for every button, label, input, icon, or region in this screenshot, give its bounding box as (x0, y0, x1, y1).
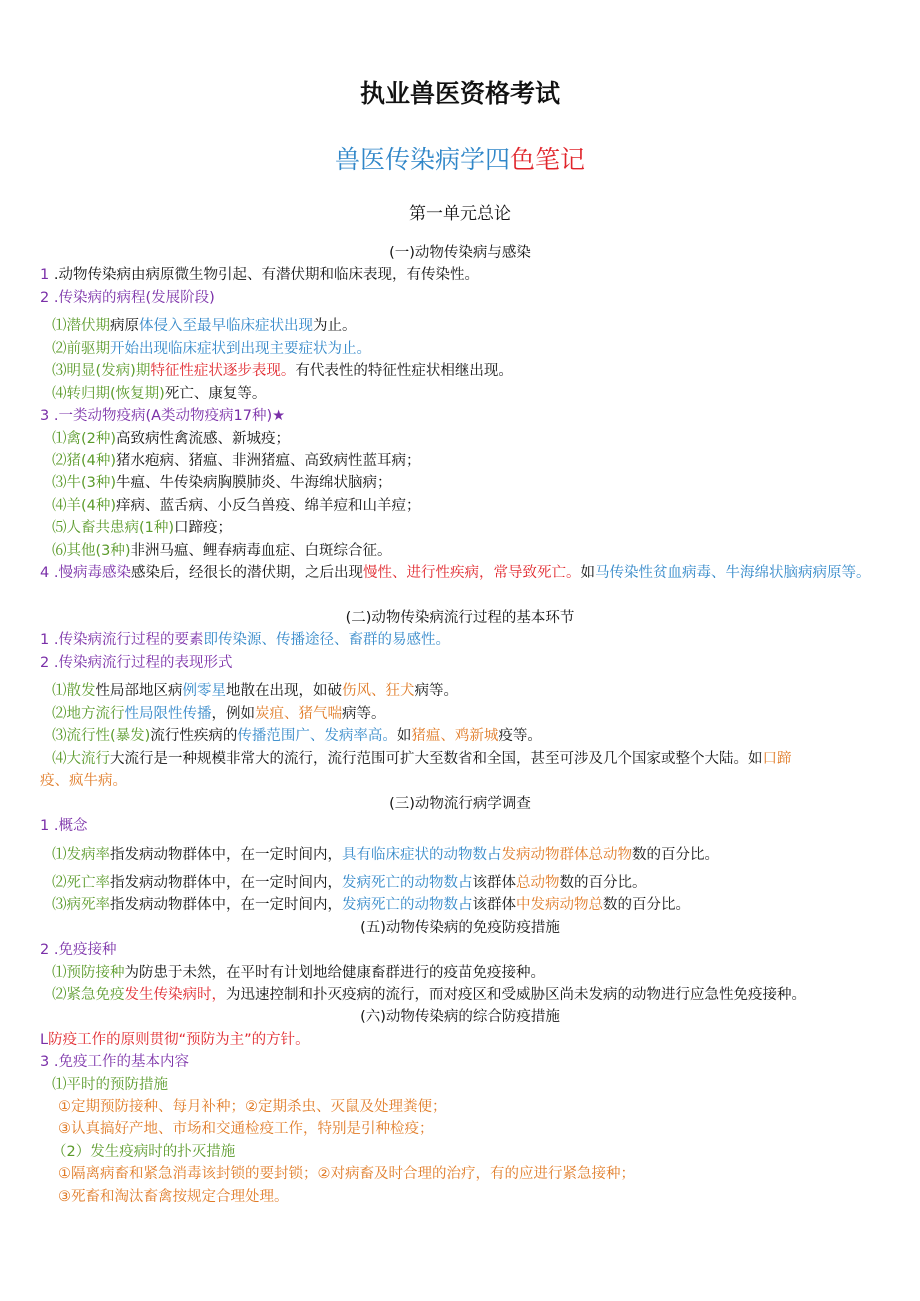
text-segment: ①隔离病畜和紧急消毒该封锁的要封锁；②对病畜及时合理的治疗，有的应进行紧急接种； (58, 1166, 635, 1182)
text-line (52, 518, 880, 538)
text-line (52, 361, 880, 381)
text-line (52, 451, 880, 471)
text-segment: 传播范围广、发病率高。 (237, 728, 397, 744)
text-segment: ⑴发病率 (52, 847, 110, 863)
text-segment: 即传染源、传播途径、畜群的易感性。 (203, 632, 450, 648)
text-segment: 发病死亡的动物数占 (342, 897, 473, 913)
text-segment: 口蹄疫； (174, 520, 233, 536)
text-segment: ③ (58, 1189, 71, 1205)
text-line (52, 384, 880, 404)
text-line (0, 608, 920, 628)
text-segment: ⑵地方流行 (52, 706, 125, 722)
text-segment: ⑵死亡率 (52, 875, 110, 891)
text-line (40, 940, 880, 960)
text-segment: 如 (580, 565, 595, 581)
text-line (52, 1142, 880, 1162)
text-segment: 口蹄 (762, 751, 792, 767)
text-line (52, 681, 880, 701)
text-segment: ⑷大流行 (52, 751, 110, 767)
text-segment: 3 .一类动物疫病(A类动物疫病17种)★ (40, 408, 286, 424)
text-segment: (六)动物传染病的综合防疫措施 (360, 1009, 560, 1025)
text-segment: 性局部地区病 (95, 683, 183, 699)
text-segment: 2 .免疫接种 (40, 942, 117, 958)
text-segment: 色笔记 (510, 145, 586, 174)
text-line (52, 726, 880, 746)
text-segment: 死亡、康复等。 (164, 386, 267, 402)
text-line (58, 1187, 880, 1207)
text-segment: ⑴预防接种 (52, 965, 125, 981)
text-line (40, 406, 880, 426)
text-line (52, 541, 880, 561)
text-segment: ⑷转归期(恢复期) (52, 386, 165, 402)
text-segment: 大流行是一种规模非常大的流行，流行范围可扩大至数省和全国，甚至可涉及几个国家或整个大陆。如 (110, 751, 763, 767)
text-segment: 中发病动物总 (516, 897, 603, 913)
text-line (0, 1007, 920, 1027)
text-segment: (一)动物传染病与感染 (389, 245, 531, 261)
text-line (52, 473, 880, 493)
text-segment: 慢性、进行性疾病，常导致死亡。 (362, 565, 581, 581)
text-segment: 执业兽医资格考试 (359, 79, 560, 108)
text-segment: ⑶牛(3种) (52, 475, 117, 491)
text-segment: 数的百分比。 (603, 897, 690, 913)
text-line (52, 985, 880, 1005)
text-line (52, 845, 880, 865)
text-segment: 开始出现临床症状到出现主要症状为止。 (110, 341, 371, 357)
text-segment: ①定期预防接种、每月补种；②定期杀虫、灭鼠及处理粪便； (58, 1099, 447, 1115)
text-segment: 病等。 (414, 683, 458, 699)
text-line (0, 145, 920, 174)
text-segment: 防疫工作的原则贯彻“预防为主”的方针。 (48, 1032, 310, 1048)
text-line (40, 1052, 880, 1072)
text-segment: ⑴禽(2种) (52, 431, 117, 447)
text-segment: ⑷羊(4种) (52, 498, 117, 514)
text-line (40, 563, 880, 583)
text-segment: 疫等。 (498, 728, 542, 744)
text-segment: ，例如 (211, 706, 255, 722)
text-segment: 非洲马瘟、鲤春病毒血症、白斑综合征。 (130, 543, 392, 559)
text-segment: 发病动物群体总动物 (501, 847, 632, 863)
text-segment: ⑴潜伏期 (52, 318, 110, 334)
text-segment: 猪水疱病、猪瘟、非洲猪瘟、高致病性蓝耳病； (116, 453, 421, 469)
text-segment: 如 (396, 728, 412, 744)
text-line (40, 265, 880, 285)
text-segment: 兽医传染病学四 (334, 145, 510, 174)
text-segment: 发病死亡的动物数占 (342, 875, 473, 891)
text-segment: (三)动物流行病学调查 (389, 796, 531, 812)
text-line (40, 288, 880, 308)
text-line (52, 316, 880, 336)
text-line (0, 204, 920, 224)
text-segment: ⑸人畜共患病(1种) (52, 520, 175, 536)
text-segment: 为防患于未然，在平时有计划地给健康畜群进行的疫苗免疫接种。 (124, 965, 545, 981)
text-segment: 该群体 (472, 897, 516, 913)
text-segment: 性局限性传播 (124, 706, 212, 722)
text-segment: 数的百分比。 (559, 875, 647, 891)
text-segment: ③认真搞好产地、市场和交通检疫工作，特别是引种检疫； (58, 1121, 434, 1137)
text-line (52, 749, 880, 769)
text-segment: ⑵前驱期 (52, 341, 110, 357)
text-segment: ⑵紧急免疫 (52, 987, 125, 1003)
text-segment: 2 .传染病流行过程的表现形式 (40, 655, 233, 671)
text-segment: 有代表性的特征性症状相继出现。 (295, 363, 513, 379)
text-line (58, 1119, 880, 1139)
text-segment: 马传染性贫血病毒、牛海绵状脑病病原等。 (594, 565, 871, 581)
text-segment: L (40, 1032, 49, 1048)
text-segment: 病等。 (342, 706, 386, 722)
text-segment: 牛瘟、牛传染病胸膜肺炎、牛海绵状脑病； (116, 475, 392, 491)
text-segment: 例零星 (182, 683, 226, 699)
text-segment: 为止。 (313, 318, 357, 334)
text-segment: 特征性症状逐步表现。 (150, 363, 296, 379)
text-segment: 猪瘟、鸡新城 (411, 728, 499, 744)
text-segment: 伤风、狂犬 (342, 683, 415, 699)
text-line (52, 339, 880, 359)
text-segment: 指发病动物群体中，在一定时间内， (110, 875, 342, 891)
text-line (52, 1075, 880, 1095)
text-segment: 死畜和淘汰畜禽按规定合理处理。 (71, 1189, 289, 1205)
text-segment: 疫、疯牛病。 (40, 773, 127, 789)
text-segment: 3 .免疫工作的基本内容 (40, 1054, 189, 1070)
text-segment: 地散在出现，如破 (226, 683, 342, 699)
text-segment: ⑴散发 (52, 683, 96, 699)
text-segment: 体侵入至最早临床症状出现 (139, 318, 313, 334)
text-segment: 第一单元总论 (409, 204, 511, 224)
text-segment: 炭疽、猪气喘 (255, 706, 342, 722)
text-segment: 为迅速控制和扑灭疫病的流行，而对疫区和受威胁区尚未发病的动物进行应急性免疫接种。 (226, 987, 806, 1003)
text-segment: ⑶明显(发病)期 (52, 363, 151, 379)
text-line (0, 243, 920, 263)
text-segment: （2）发生疫病时的扑灭措施 (52, 1144, 236, 1160)
text-segment: ⑹其他(3种) (52, 543, 131, 559)
text-segment: 高致病性禽流感、新城疫； (116, 431, 291, 447)
text-segment: ⑴平时的预防措施 (52, 1077, 168, 1093)
text-segment: ⑶病死率 (52, 897, 110, 913)
text-segment: .动物传染病由病原微生物引起、有潜伏期和临床表现，有传染性。 (53, 267, 479, 283)
text-segment: 感染后，经很长的潜伏期，之后出现 (130, 565, 363, 581)
text-line (52, 704, 880, 724)
text-segment: 总动物 (516, 875, 560, 891)
text-segment: (五)动物传染病的免疫防疫措施 (360, 920, 560, 936)
text-line (40, 816, 880, 836)
text-line (0, 918, 920, 938)
text-segment: ⑶流行性(暴发) (52, 728, 151, 744)
text-line (0, 79, 920, 108)
text-line (58, 1097, 880, 1117)
text-segment: (二)动物传染病流行过程的基本环节 (345, 610, 575, 626)
text-segment: 指发病动物群体中，在一定时间内， (110, 847, 342, 863)
text-line (52, 963, 880, 983)
text-segment: 数的百分比。 (632, 847, 719, 863)
text-line (52, 429, 880, 449)
text-segment: 1 .概念 (40, 818, 88, 834)
text-segment: 该群体 (472, 875, 516, 891)
text-line (58, 1164, 880, 1184)
text-segment: 病原 (110, 318, 139, 334)
text-segment: 痒病、蓝舌病、小反刍兽疫、绵羊痘和山羊痘； (116, 498, 421, 514)
text-segment: 流行性疾病的 (150, 728, 238, 744)
text-line (52, 496, 880, 516)
text-segment: 2 .传染病的病程(发展阶段) (40, 290, 215, 306)
text-line (40, 771, 880, 791)
text-segment: 1 (40, 267, 54, 283)
text-segment: 1 .传染病流行过程的要素 (40, 632, 204, 648)
text-line (52, 873, 880, 893)
text-segment: ⑵猪(4种) (52, 453, 117, 469)
text-segment: 发生传染病时， (124, 987, 226, 1003)
text-segment: 4 .慢病毒感染 (40, 565, 131, 581)
text-line (52, 895, 880, 915)
text-segment: 具有临床症状的动物数占 (342, 847, 502, 863)
text-segment: 指发病动物群体中，在一定时间内， (110, 897, 342, 913)
text-line (40, 630, 880, 650)
text-line (40, 1030, 880, 1050)
text-line (0, 794, 920, 814)
text-line (40, 653, 880, 673)
